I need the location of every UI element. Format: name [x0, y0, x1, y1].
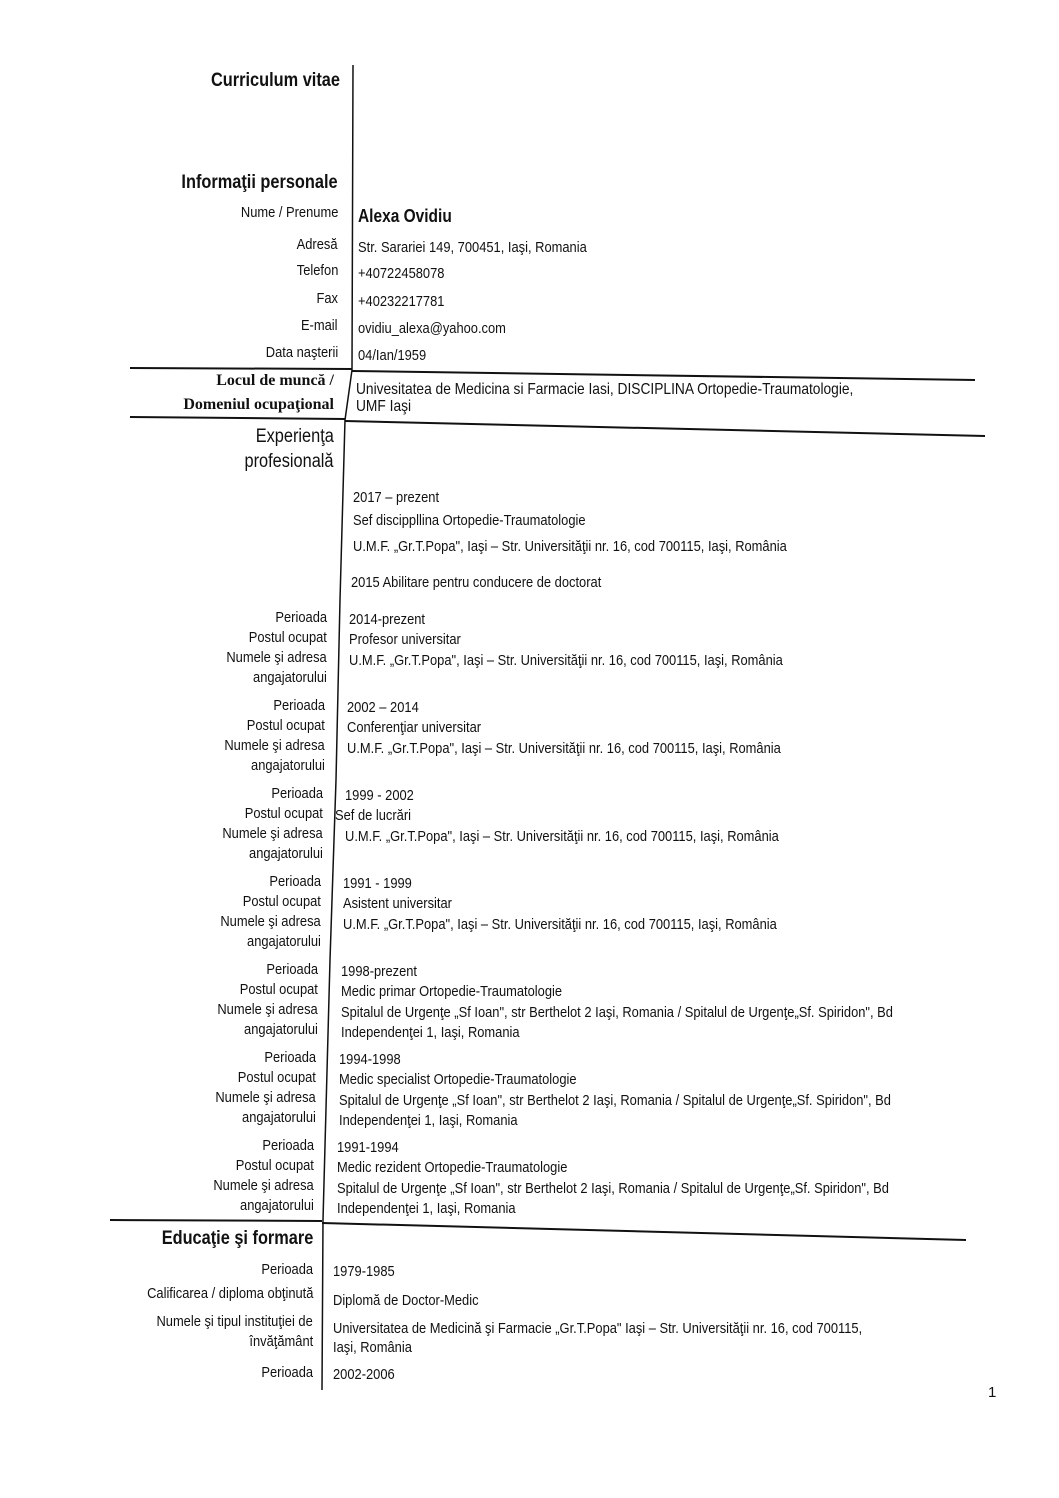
edu-period-label: Perioada — [261, 1261, 313, 1278]
experience-label: angajatorului — [244, 1021, 318, 1038]
experience-label: Postul ocupat — [246, 717, 325, 734]
personal-heading: Informaţii personale — [181, 172, 338, 193]
personal-label: Adresă — [297, 236, 338, 253]
edu-period-2: 2002-2006 — [333, 1366, 395, 1383]
experience-employer-1: Spitalul de Urgenţe „Sf Ioan", str Berthelot 2 Iaşi, Romania / Spitalul de Urgenţe„Sf. Spiridon", Bd — [341, 1004, 893, 1021]
experience-employer-1: U.M.F. „Gr.T.Popa", Iaşi – Str. Universităţii nr. 16, cod 700115, Iaşi, România — [347, 740, 781, 757]
experience-label: angajatorului — [253, 669, 327, 686]
experience-label: angajatorului — [249, 845, 323, 862]
edu-institution-2: Iaşi, România — [333, 1339, 412, 1356]
divider-education-right — [322, 1223, 966, 1240]
experience-period: 1994-1998 — [339, 1051, 401, 1068]
experience-employer-2: Independenţei 1, Iaşi, Romania — [337, 1200, 516, 1217]
experience-position: Sef de lucrări — [335, 807, 412, 824]
experience-period: 2002 – 2014 — [347, 699, 419, 716]
edu-qualification: Diplomă de Doctor-Medic — [333, 1292, 479, 1309]
experience-label: Perioada — [269, 873, 321, 890]
edu-qualification-label: Calificarea / diploma obţinută — [146, 1285, 313, 1302]
experience-position: Medic specialist Ortopedie-Traumatologie — [339, 1071, 577, 1088]
experience-period: 2014-prezent — [349, 611, 426, 628]
edu-institution-label-2: învăţământ — [249, 1333, 313, 1350]
workplace-label-2: Domeniul ocupaţional — [183, 396, 334, 413]
edu-period-1: 1979-1985 — [333, 1263, 395, 1280]
experience-label: angajatorului — [251, 757, 325, 774]
experience-employer-1: Spitalul de Urgenţe „Sf Ioan", str Berthelot 2 Iaşi, Romania / Spitalul de Urgenţe„Sf. Spiridon", Bd — [337, 1180, 889, 1197]
personal-value: 04/Ian/1959 — [358, 347, 427, 364]
divider-personal-right — [352, 371, 975, 380]
experience-label: Numele şi adresa — [222, 825, 323, 842]
personal-label: Fax — [316, 290, 338, 307]
divider-personal — [130, 368, 352, 369]
experience-employer-2: Independenţei 1, Iaşi, Romania — [341, 1024, 520, 1041]
experience-label: angajatorului — [240, 1197, 314, 1214]
personal-value: +40722458078 — [358, 265, 445, 282]
experience-label: angajatorului — [247, 933, 321, 950]
personal-label: Telefon — [296, 262, 338, 279]
experience-label: Postul ocupat — [235, 1157, 314, 1174]
experience-label: angajatorului — [242, 1109, 316, 1126]
personal-label: Nume / Prenume — [240, 204, 338, 221]
experience-employer-1: U.M.F. „Gr.T.Popa", Iaşi – Str. Universităţii nr. 16, cod 700115, Iaşi, România — [349, 652, 783, 669]
personal-value: Alexa Ovidiu — [358, 206, 452, 226]
personal-value: Str. Sarariei 149, 700451, Iaşi, Romania — [358, 239, 587, 256]
experience-position: Profesor universitar — [349, 631, 461, 648]
divider-education — [110, 1220, 322, 1221]
experience-employer-1: Spitalul de Urgenţe „Sf Ioan", str Berthelot 2 Iaşi, Romania / Spitalul de Urgenţe„Sf. Spiridon", Bd — [339, 1092, 891, 1109]
experience-label: Perioada — [262, 1137, 314, 1154]
cv-title: Curriculum vitae — [211, 70, 340, 91]
divider-workplace — [130, 417, 345, 419]
intro-period: 2017 – prezent — [353, 489, 440, 506]
workplace-label-1: Locul de muncă / — [216, 372, 334, 389]
experience-label: Numele şi adresa — [217, 1001, 318, 1018]
intro-employer: U.M.F. „Gr.T.Popa", Iaşi – Str. Universităţii nr. 16, cod 700115, Iaşi, România — [353, 538, 787, 555]
workplace-value-1: Univesitatea de Medicina si Farmacie Iasi, DISCIPLINA Ortopedie-Traumatologie, — [356, 381, 854, 398]
experience-label: Perioada — [266, 961, 318, 978]
education-heading: Educaţie şi formare — [161, 1228, 313, 1249]
experience-label: Perioada — [275, 609, 327, 626]
experience-label: Postul ocupat — [239, 981, 318, 998]
experience-label: Postul ocupat — [248, 629, 327, 646]
experience-label: Numele şi adresa — [226, 649, 327, 666]
personal-value: +40232217781 — [358, 293, 445, 310]
experience-employer-2: Independenţei 1, Iaşi, Romania — [339, 1112, 518, 1129]
experience-position: Medic rezident Ortopedie-Traumatologie — [337, 1159, 568, 1176]
edu-institution-label-1: Numele şi tipul instituţiei de — [156, 1313, 313, 1330]
experience-label: Postul ocupat — [237, 1069, 316, 1086]
experience-label: Numele şi adresa — [224, 737, 325, 754]
experience-employer-1: U.M.F. „Gr.T.Popa", Iaşi – Str. Universităţii nr. 16, cod 700115, Iaşi, România — [343, 916, 777, 933]
experience-label: Numele şi adresa — [213, 1177, 314, 1194]
experience-position: Medic primar Ortopedie-Traumatologie — [341, 983, 563, 1000]
experience-position: Asistent universitar — [343, 895, 452, 912]
experience-label: Numele şi adresa — [215, 1089, 316, 1106]
personal-label: Data naşterii — [265, 344, 338, 361]
experience-label: Perioada — [264, 1049, 316, 1066]
experience-period: 1999 - 2002 — [345, 787, 414, 804]
workplace-value-2: UMF Iaşi — [356, 398, 412, 415]
experience-employer-1: U.M.F. „Gr.T.Popa", Iaşi – Str. Universităţii nr. 16, cod 700115, Iaşi, România — [345, 828, 779, 845]
experience-period: 1998-prezent — [341, 963, 418, 980]
habilitation: 2015 Abilitare pentru conducere de doctorat — [351, 574, 602, 591]
intro-position: Sef discippllina Ortopedie-Traumatologie — [353, 512, 586, 529]
experience-label: Postul ocupat — [242, 893, 321, 910]
experience-position: Conferenţiar universitar — [347, 719, 482, 736]
experience-label: Perioada — [273, 697, 325, 714]
divider-workplace-right — [345, 421, 985, 436]
experience-heading-1: Experienţa — [255, 426, 334, 447]
edu-institution-1: Universitatea de Medicină şi Farmacie „Gr.T.Popa" Iaşi – Str. Universităţii nr. 16, cod 700115, — [333, 1320, 863, 1337]
experience-label: Numele şi adresa — [220, 913, 321, 930]
experience-label: Perioada — [271, 785, 323, 802]
edu-period-label-2: Perioada — [261, 1364, 313, 1381]
experience-heading-2: profesională — [244, 451, 334, 472]
experience-period: 1991-1994 — [337, 1139, 399, 1156]
personal-label: E-mail — [301, 317, 338, 334]
experience-period: 1991 - 1999 — [343, 875, 412, 892]
page-number: 1 — [988, 1384, 997, 1401]
personal-value: ovidiu_alexa@yahoo.com — [358, 320, 506, 337]
experience-label: Postul ocupat — [244, 805, 323, 822]
